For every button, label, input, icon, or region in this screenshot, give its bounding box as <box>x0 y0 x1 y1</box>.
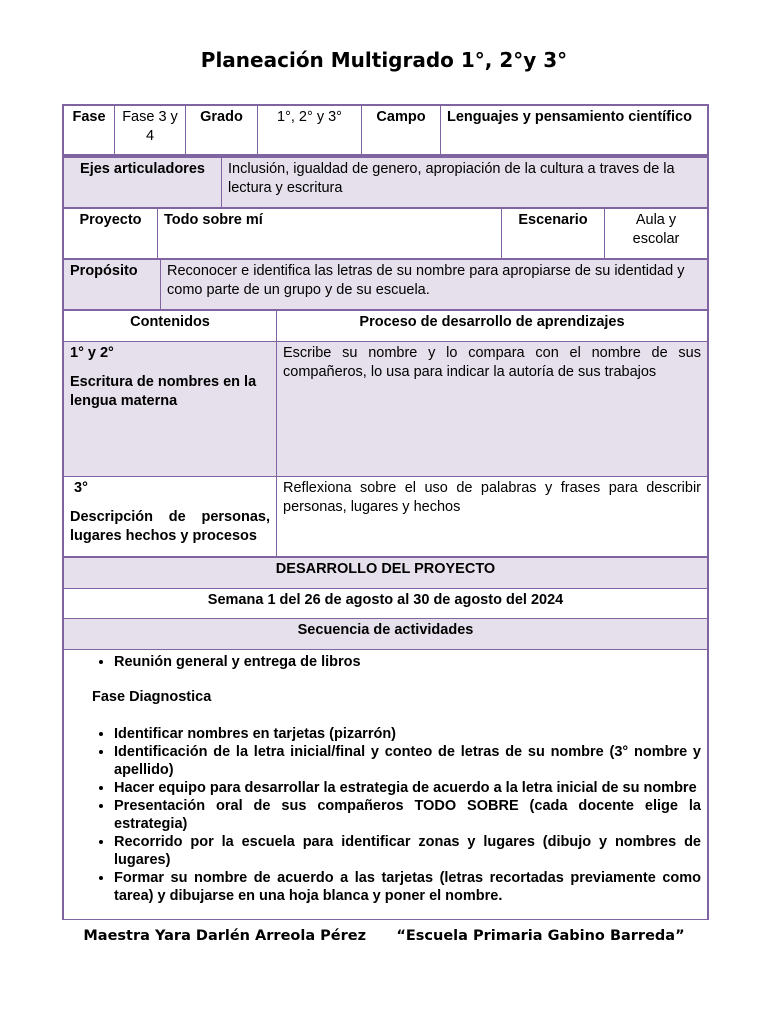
fase-value: Fase 3 y 4 <box>115 106 186 156</box>
activities-list <box>68 725 701 905</box>
school-name: “Escuela Primaria Gabino Barreda” <box>396 928 685 944</box>
semana-heading: Semana 1 del 26 de agosto al 30 de agosto del 2024 <box>64 589 708 619</box>
footer <box>0 928 768 944</box>
fase-label: Fase <box>64 106 115 156</box>
activities-intro-list <box>68 653 701 671</box>
escenario-value: Aula y escolar <box>605 209 708 259</box>
content-text-1: Escritura de nombres en la lengua materna <box>70 374 257 409</box>
grado-label: Grado <box>186 106 258 156</box>
process-text-2: Reflexiona sobre el uso de palabras y frases para describir personas, lugares y hechos <box>277 477 708 557</box>
grade-label-1: 1° y 2° <box>70 345 114 361</box>
process-text-1: Escribe su nombre y lo compara con el nombre de sus compañeros, lo usa para indicar la autoría de sus trabajos <box>277 342 708 477</box>
campo-value: Lenguajes y pensamiento científico <box>441 106 708 156</box>
contenidos-header: Contenidos <box>64 311 277 342</box>
activity-intro: • Reunión general y entrega de libros <box>114 653 701 671</box>
ejes-value: Inclusión, igualdad de genero, apropiación de la cultura a traves de la lectura y escritura <box>222 158 708 208</box>
secuencia-heading: Secuencia de actividades <box>64 619 708 650</box>
content-cell-1 <box>64 342 277 477</box>
desarrollo-table <box>63 557 708 920</box>
proyecto-row-table <box>63 208 708 259</box>
proposito-row-table <box>63 259 708 310</box>
ejes-row-table <box>63 157 708 208</box>
list-item: • Recorrido por la escuela para identificar zonas y lugares (dibujo y nombres de lugares) <box>114 833 701 869</box>
activities-cell <box>64 650 708 920</box>
contenidos-table <box>63 310 708 557</box>
content-cell-2 <box>64 477 277 557</box>
desarrollo-heading: DESARROLLO DEL PROYECTO <box>64 558 708 589</box>
ejes-label: Ejes articuladores <box>64 158 222 208</box>
proyecto-value: Todo sobre mí <box>158 209 502 259</box>
grade-label-2: 3° <box>74 480 88 496</box>
list-item: • Formar su nombre de acuerdo a las tarjetas (letras recortadas previamente como tarea) y dibujarse en una hoja blanca y poner el nombre. <box>114 869 701 905</box>
list-item: • Identificación de la letra inicial/final y conteo de letras de su nombre (3° nombre y apellido) <box>114 743 701 779</box>
list-item: • Hacer equipo para desarrollar la estrategia de acuerdo a la letra inicial de su nombre <box>114 779 701 797</box>
teacher-name: Maestra Yara Darlén Arreola Pérez <box>83 928 367 944</box>
proceso-header: Proceso de desarrollo de aprendizajes <box>277 311 708 342</box>
campo-label: Campo <box>362 106 441 156</box>
proyecto-label: Proyecto <box>64 209 158 259</box>
proposito-label: Propósito <box>64 260 161 310</box>
proposito-value: Reconocer e identifica las letras de su nombre para apropiarse de su identidad y como parte de un grupo y de su escuela. <box>161 260 708 310</box>
header-row-table <box>63 105 708 157</box>
list-item: • Presentación oral de sus compañeros TODO SOBRE (cada docente elige la estrategia) <box>114 797 701 833</box>
fase-diagnostica-label: Fase Diagnostica <box>92 689 212 705</box>
document-title: Planeación Multigrado 1°, 2°y 3° <box>200 48 568 72</box>
grado-value: 1°, 2° y 3° <box>258 106 362 156</box>
list-item: • Identificar nombres en tarjetas (pizarrón) <box>114 725 701 743</box>
planning-table <box>62 104 709 920</box>
content-text-2: Descripción de personas, lugares hechos y procesos <box>70 509 270 544</box>
escenario-label: Escenario <box>502 209 605 259</box>
